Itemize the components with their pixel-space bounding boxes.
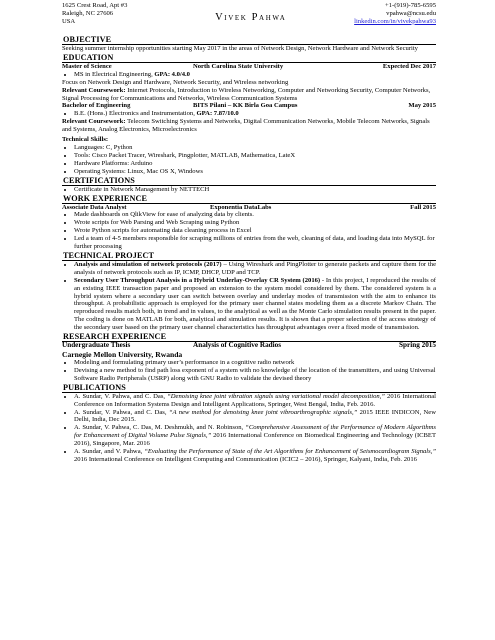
pub-venue: 2015 IEEE INDICON, New Delhi, India, Dec 2015. [74, 408, 436, 424]
coursework-label: Relevant Coursework: [62, 118, 126, 126]
list-item: • Hardware Platforms: Arduino [74, 160, 436, 168]
linkedin-link[interactable]: linkedin.com/in/vivekpahwa93 [354, 17, 436, 25]
skills-list [62, 144, 436, 176]
pub-venue: 2016 International Conference on Information Systems Design and Intelligent Applications, Springer, West Bengal, India, Feb. 2016. [74, 392, 437, 408]
be-row [62, 102, 436, 110]
research-topic: Analysis of Cognitive Radios [193, 341, 282, 350]
ms-coursework [62, 87, 436, 103]
job-title: Associate Data Analyst [62, 203, 127, 211]
research-row [62, 342, 436, 350]
ms-school: North Carolina State University [193, 62, 284, 70]
pub-title: “A new method for denoising knee joint vibroarthrographic signals,” [168, 408, 358, 416]
project-title: Analysis and simulation of network protocols (2017) [74, 260, 222, 268]
ms-degree: Master of Science [62, 62, 112, 70]
pub-venue: 2016 International Conference on Biomedical Engineering and Technology (ICBET 2016), Singapore, Mar. 2016 [74, 432, 436, 448]
list-item: • Devising a new method to find path loss exponent of a system with no knowledge of the location of the transmitters, and using Universal Software Radio Peripherals (USRP) along with GNU Radio to validate the devised theory [74, 367, 436, 383]
list-item: • Tools: Cisco Packet Tracer, Wireshark, Pingplotter, MATLAB, Mathematica, LateX [74, 152, 436, 160]
project-title: Secondary User Throughput Analysis in a Hybrid Underlay-Overlay CR System (2016) [74, 276, 321, 284]
work-heading: WORK EXPERIENCE [62, 194, 436, 204]
list-item [74, 448, 436, 464]
list-item [74, 409, 436, 425]
be-coursework [62, 118, 436, 134]
list-item: • Led a team of 4-5 members responsible for scraping millions of entries from the web, cleaning of data, and loading data into MySQL for further processing [74, 235, 436, 251]
research-heading: RESEARCH EXPERIENCE [62, 332, 436, 342]
be-list [62, 110, 436, 118]
certifications-list [62, 186, 436, 194]
pub-authors: A. Sundar, V. Pahwa, and C. Das, [74, 408, 169, 416]
project-text: - In this project, I reproduced the results of an existing IEEE transaction paper and proposed an extension to the system model considered by them. The considered system is a hybrid system where a secondary user can switch between overlay and underlay modes of transmission with the aim to enhance its throughput. A probabilistic approach is employed for the primary user channel states modeling them as a discrete Markov Chain. The reproduced results match both, in trend and in values, to the analytical as well as the Monte Carlo simulation results present in the paper. The coding is done on MATLAB for both, analytical and simulation results. It is shown that a proper selection of the access strategy of the secondary user based on the primary user channel characteristics has throughput advantages over a fixed mode of transmission. [74, 276, 436, 332]
be-date: May 2015 [408, 102, 436, 110]
address-line: Raleigh, NC 27606 [62, 9, 114, 17]
pub-title: “Denoising knee joint vibration signals using variational model decomposition,” [167, 392, 385, 400]
coursework-text: Internet Protocols, Introduction to Wireless Networking, Computer and Networking Security, Computer Networks, Signal Processing for Communications and Networks, Wireless Communication Systems [62, 86, 431, 102]
address-line: 1625 Crest Road, Apt #3 [62, 2, 128, 9]
candidate-name: Vivek Pahwa [215, 12, 287, 23]
list-item: • Modeling and formulating primary user’s performance in a cognitive radio network [74, 359, 436, 367]
list-item: • Wrote Python scripts for automating data cleaning process in Excel [74, 227, 436, 235]
research-title: Undergraduate Thesis [62, 341, 131, 350]
research-list [62, 359, 436, 383]
contact-block [354, 2, 436, 26]
list-item [74, 261, 436, 277]
ms-list [62, 71, 436, 79]
be-degree: Bachelor of Engineering [62, 102, 131, 110]
research-university: Carnegie Mellon University, Rwanda [62, 350, 183, 359]
list-item: • Wrote scripts for Web Parsing and Web Scraping using Python [74, 219, 436, 227]
phone: +1-(919)-785-6595 [385, 2, 436, 9]
ms-focus: Focus on Network Design and Hardware, Network Security, and Wireless networking [62, 78, 289, 86]
work-row [62, 204, 436, 212]
coursework-label: Relevant Coursework: [62, 86, 126, 94]
project-list [62, 261, 436, 332]
education-heading: EDUCATION [62, 53, 436, 63]
ms-date: Expected Dec 2017 [382, 62, 436, 70]
list-item: • Made dashboards on QlikView for ease of analyzing data by clients. [74, 211, 436, 219]
pub-title: “Evaluating the Performance of State of the Art Algorithms for Enhancement of Seismocardiogram Signals,” [144, 448, 437, 456]
publications-list [62, 393, 436, 464]
pub-authors: A. Sundar, V. Pahwa, C. Das, M. Deshmukh, and N. Robinson, [74, 424, 246, 432]
skills-heading: Technical Skills: [62, 136, 109, 144]
work-list [62, 211, 436, 251]
list-item: • Operating Systems: Linux, Mac OS X, Windows [74, 168, 436, 176]
pub-venue: 2016 International Conference on Intelligent Computing and Communication (ICIC2 – 2016), Springer, Kalyani, India, Feb. 2016 [74, 455, 417, 463]
be-degree-detail: B.E. (Hons.) Electronics and Instrumentation, [74, 110, 197, 118]
job-date: Fall 2015 [410, 203, 436, 211]
company: Exponentia DataLabs [210, 203, 272, 211]
be-school: BITS Pilani – KK Birla Goa Campus [193, 102, 298, 110]
list-item [74, 393, 436, 409]
list-item [74, 277, 436, 332]
pub-authors: A. Sundar, V. Pahwa, and C. Das, [74, 392, 168, 400]
list-item: • Languages: C, Python [74, 144, 436, 152]
project-text: – Using Wireshark and PingPlotter to generate packets and capture them for the analysis of network protocols such as IP, ICMP, DHCP, UDP and TCP. [74, 260, 436, 276]
list-item [74, 71, 436, 79]
list-item [74, 424, 436, 448]
research-date: Spring 2015 [399, 341, 436, 350]
address-block [62, 2, 127, 26]
email: vpahwa@ncsu.edu [386, 9, 436, 17]
ms-gpa: GPA: 4.0/4.0 [154, 70, 190, 78]
pub-title: “Comprehensive Assessment of the Performance of Modern Algorithms for Enhancement of Digital Volume Pulse Signals,” [74, 424, 436, 440]
address-line: USA [62, 17, 76, 25]
pub-authors: A. Sundar, and V. Pahwa, [74, 448, 145, 456]
publications-heading: PUBLICATIONS [62, 383, 436, 393]
resume-header [62, 2, 436, 35]
project-heading: TECHNICAL PROJECT [62, 251, 436, 261]
list-item: • Certificate in Network Management by NETTECH [74, 186, 436, 194]
ms-degree-detail: MS in Electrical Engineering, [74, 70, 155, 78]
coursework-text: Telecom Switching Systems and Networks, Digital Communication Networks, Mobile Telecom Networks, Signals and Systems, Analog Electronics, Microelectronics [62, 118, 430, 134]
be-gpa: GPA: 7.87/10.0 [196, 110, 239, 118]
list-item [74, 110, 436, 118]
ms-row [62, 63, 436, 71]
objective-text: Seeking summer internship opportunities starting May 2017 in the areas of Network Design, Network Hardware and Network Security [62, 45, 418, 52]
certifications-heading: CERTIFICATIONS [62, 176, 436, 186]
objective-heading: OBJECTIVE [62, 35, 436, 45]
